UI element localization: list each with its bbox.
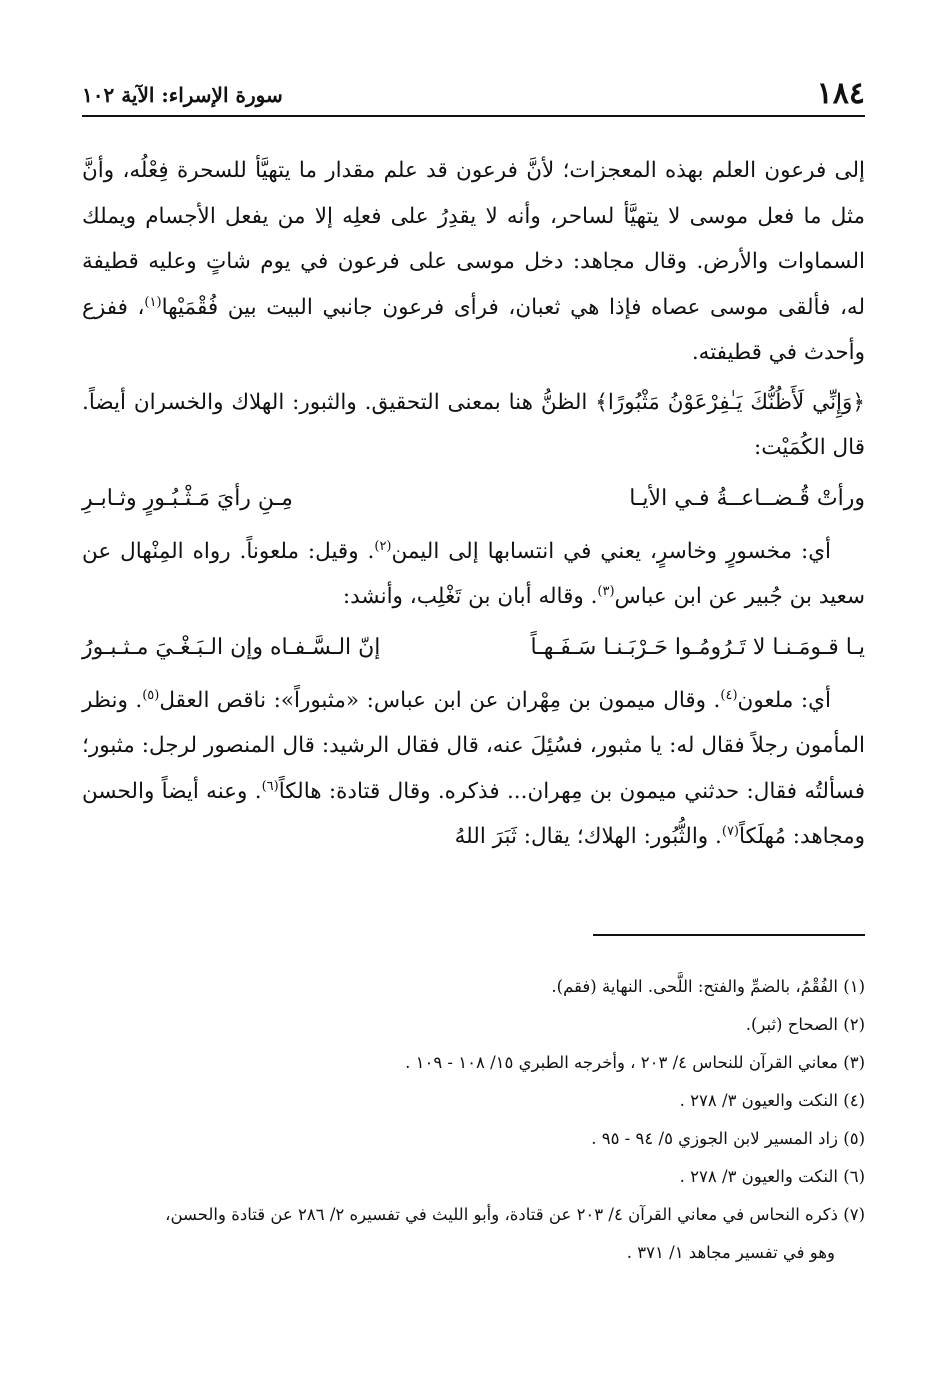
footnote-ref-5: (٥) [142, 687, 160, 703]
text: أي: ملعون [737, 687, 831, 713]
text: . وقيل: ملعوناً. رواه المِنْهال عن سعيد بن جُبير عن ابن عباس [82, 538, 865, 609]
paragraph-3 [82, 529, 865, 620]
main-text [82, 148, 865, 860]
footnote-4: (٤) النكت والعيون ٣/ ٢٧٨ . [679, 1091, 865, 1110]
poetry-verse-2 [82, 624, 865, 672]
footnote-ref-6: (٦) [261, 778, 279, 794]
footnote-ref-2: (٢) [374, 538, 392, 554]
footnote-7: (٧) ذكره النحاس في معاني القرآن ٤/ ٢٠٣ عن قتادة، وأبو الليث في تفسيره ٢/ ٢٨٦ عن قتادة والحسن، [165, 1205, 865, 1224]
footnote-1: (١) الفُقْمُ، بالضمِّ والفتح: اللَّحى. النهاية (فقم). [551, 977, 865, 996]
footnote-7-continuation: وهو في تفسير مجاهد ١/ ٣٧١ . [626, 1243, 835, 1262]
text: . وقال ميمون بن مِهْران عن ابن عباس: «مثبوراً»: ناقص العقل [159, 687, 721, 713]
footnote-6: (٦) النكت والعيون ٣/ ٢٧٨ . [679, 1167, 865, 1186]
verse-second-hemistich: إنّ الـسَّـفـاه وإن الـبَـغْـيَ مـثـبـورُ [82, 634, 381, 660]
header-rule [82, 115, 865, 117]
text: . والثُّبُور: الهلاك؛ يقال: ثَبَرَ اللهُ [454, 824, 722, 849]
footnote-3: (٣) معاني القرآن للنحاس ٤/ ٢٠٣ ، وأخرجه الطبري ١٥/ ١٠٨ - ١٠٩ . [405, 1053, 865, 1072]
poetry-verse-1 [82, 475, 865, 523]
text: الظنُّ هنا بمعنى التحقيق. والثبور: الهلاك والخسران أيضاً. قال الكُمَيْت: [82, 389, 865, 460]
footnote-5: (٥) زاد المسير لابن الجوزي ٥/ ٩٤ - ٩٥ . [591, 1129, 865, 1148]
text: ، ففزع وأحدث في قطيفته. [82, 294, 865, 365]
quran-verse: ﴿وَإِنِّي لَأَظُنُّكَ يَـٰفِرْعَوْنُ مَثْبُورًا﴾ [595, 389, 866, 415]
footnote-rule [593, 934, 865, 936]
page-header [82, 74, 865, 114]
verse-second-hemistich: مِـنِ رأيَ مَـثْـبُـورٍ وثـابـرِ [82, 485, 293, 511]
verse-first-hemistich: يـا قـومَـنـا لا تَـرُومُـوا حَـرْبَـنـا سَـفَـهـاً [530, 634, 865, 660]
text: . ونظر المأمون رجلاً فقال له: يا مثبور، فسُئِلَ عنه، قال فقال الرشيد: قال المنصور لرجل: مثبور؛ فسألتُه فقال: حدثني ميمون بن مِهران... فذكره. وقال قتادة: هالكاً [82, 687, 865, 804]
footnote-2: (٢) الصحاح (ثبر). [745, 1015, 865, 1034]
text: . وعنه أيضاً والحسن ومجاهد: مُهلَكاً [82, 778, 865, 849]
footnotes [82, 968, 865, 1272]
verse-first-hemistich: ورأتْ قُـضــاعــةُ فـي الأيـا [629, 485, 865, 511]
footnote-ref-3: (٣) [597, 583, 615, 599]
running-title: سورة الإسراء: الآية ١٠٢ [82, 83, 283, 107]
text: إلى فرعون العلم بهذه المعجزات؛ لأنَّ فرعون قد علم مقدار ما يتهيَّأ للسحرة فِعْلُه، وأنَّ مثل ما فعل موسى لا يتهيَّأ لساحر، وأنه لا يقدِرُ على فعلِه إلا من يفعل الأجسام ويملك السماوات والأرض. وقال مجاهد: دخل موسى على فرعون في يوم شاتٍ وعليه قطيفة له، فألقى موسى عصاه فإذا هي ثعبان، فرأى فرعون جانبي البيت بين فُقْمَيْها [82, 158, 865, 320]
footnote-ref-7: (٧) [721, 823, 739, 839]
paragraph-1 [82, 148, 865, 376]
footnote-ref-1: (١) [144, 294, 162, 310]
footnote-ref-4: (٤) [720, 687, 738, 703]
text: أي: مخسورٍ وخاسرٍ، يعني في انتسابها إلى اليمن [391, 538, 831, 564]
text: . وقاله أبان بن تَغْلِب، وأنشد: [342, 584, 598, 609]
paragraph-2 [82, 380, 865, 471]
page-number: ١٨٤ [816, 76, 865, 111]
paragraph-4 [82, 678, 865, 860]
